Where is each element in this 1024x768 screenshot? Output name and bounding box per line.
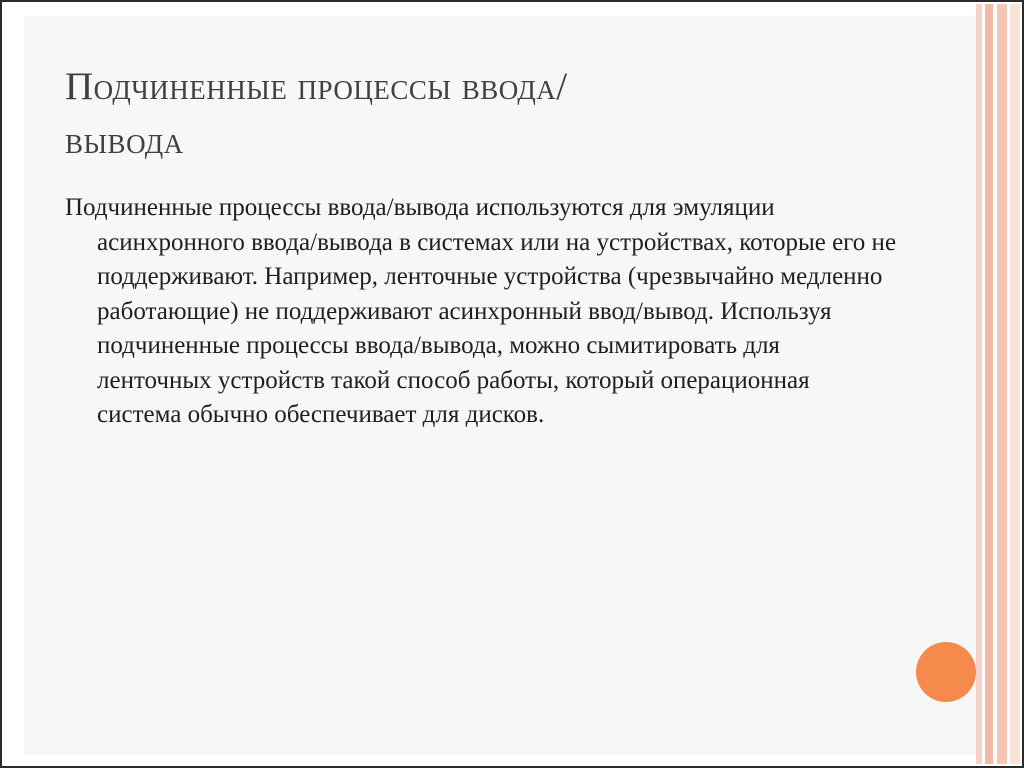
slide-body-text: Подчиненные процессы ввода/вывода используются для эмуляции асинхронного ввода/вывода в системах или на устройствах, которые его не поддерживают. Например, ленточные устройства (чрезвычайно медленно работающие) не поддерживают асинхронный ввод/вывод. Используя подчиненные процессы ввода/вывода, можно сымитировать для ленточных устройств такой способ работы, который операционная система обычно обеспечивает для дисков. — [65, 194, 897, 428]
slide-title: Подчиненные процессы ввода/вывода — [65, 65, 568, 162]
orange-circle-decoration — [916, 642, 976, 702]
decorative-side-stripes — [976, 4, 1020, 764]
